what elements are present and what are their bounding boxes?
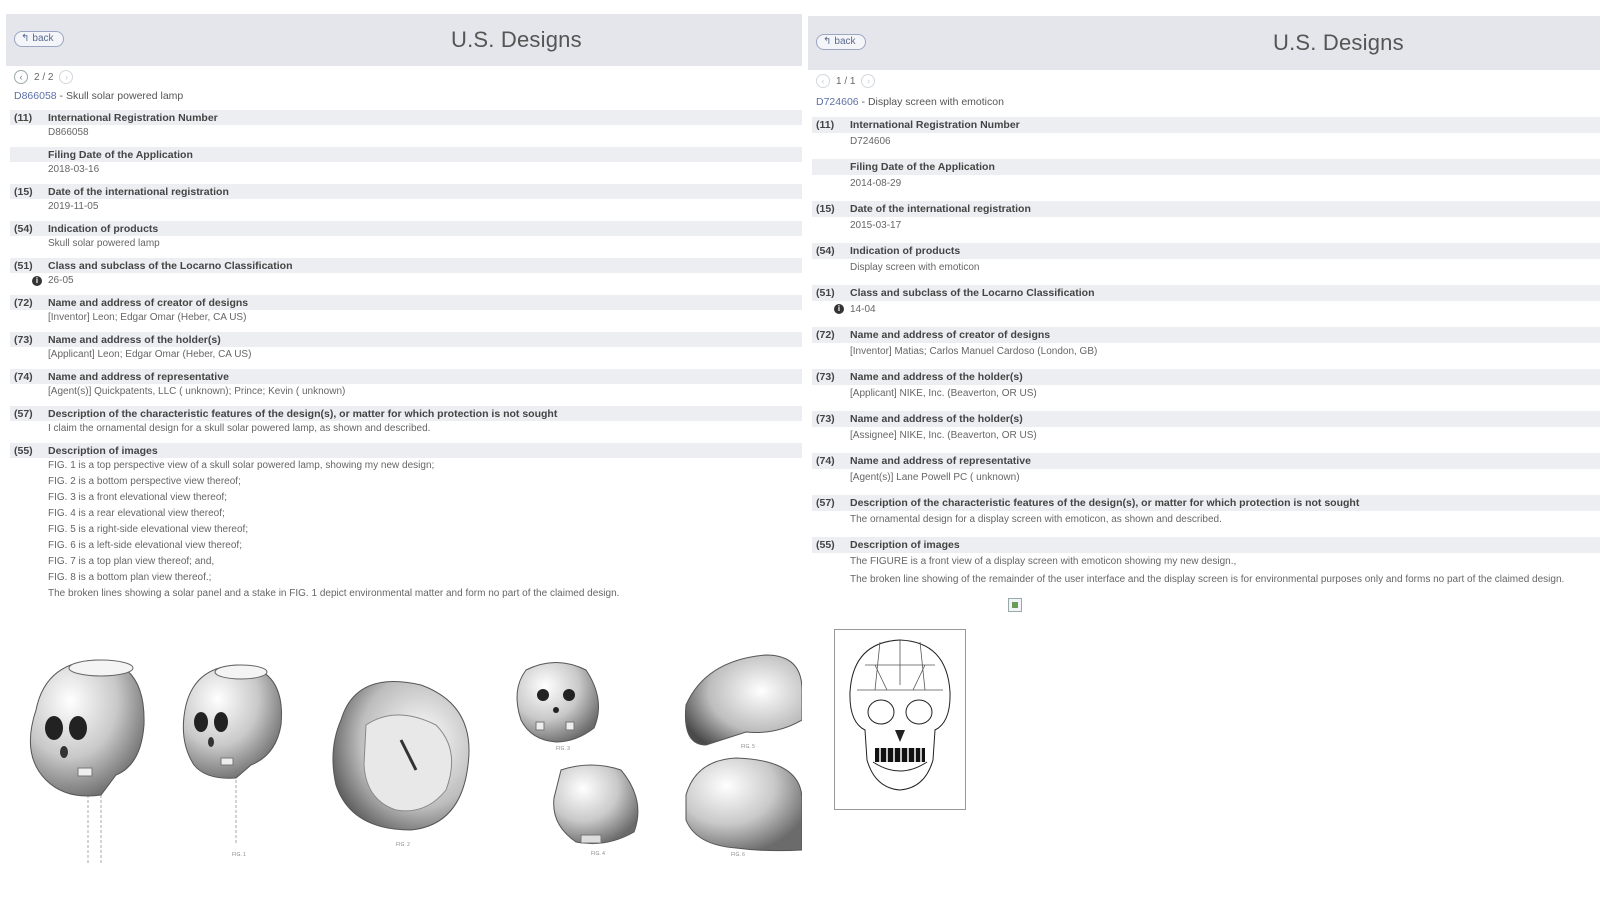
field-row xyxy=(10,406,802,437)
field-value xyxy=(10,458,802,474)
field-value-text: [Assignee] NIKE, Inc. (Beaverton, OR US) xyxy=(850,430,1037,441)
info-icon[interactable]: i xyxy=(32,276,42,286)
header-bar xyxy=(808,16,1600,70)
field-header xyxy=(812,243,1600,259)
figure-4-image xyxy=(517,663,599,753)
design-figures xyxy=(6,650,802,880)
field-row xyxy=(812,159,1600,193)
field-label: Name and address of the holder(s) xyxy=(48,333,221,346)
field-label: Class and subclass of the Locarno Classification xyxy=(850,287,1095,299)
field-header xyxy=(812,201,1600,217)
field-value-text: 2015-03-17 xyxy=(850,220,902,231)
field-value xyxy=(10,236,802,252)
field-label: Date of the international registration xyxy=(48,185,229,198)
field-value-text: [Inventor] Matias; Carlos Manuel Cardoso (London, GB) xyxy=(850,346,1098,357)
page-title: U.S. Designs xyxy=(1273,30,1404,55)
figure-7-image xyxy=(686,758,802,858)
field-code: (74) xyxy=(14,370,33,383)
field-value-text: FIG. 7 is a top plan view thereof; and, xyxy=(48,556,215,567)
field-header xyxy=(812,159,1600,175)
design-figure-frame xyxy=(834,629,966,810)
field-code: (57) xyxy=(14,407,33,420)
field-row xyxy=(10,147,802,178)
field-value-text: [Applicant] Leon; Edgar Omar (Heber, CA US) xyxy=(48,349,252,360)
figure-5-image xyxy=(554,765,638,857)
field-value-text: I claim the ornamental design for a skull solar powered lamp, as shown and described. xyxy=(48,423,431,434)
field-row xyxy=(812,243,1600,277)
field-label: Description of images xyxy=(850,539,960,551)
field-code: (73) xyxy=(816,371,835,383)
field-value-text: The broken lines showing a solar panel and a stake in FIG. 1 depict environmental matter and form no part of the claimed design. xyxy=(48,588,620,599)
field-label: International Registration Number xyxy=(850,119,1020,131)
field-row xyxy=(812,453,1600,487)
field-label: Name and address of representative xyxy=(850,455,1031,467)
field-row xyxy=(812,537,1600,589)
field-value-text: [Agent(s)] Lane Powell PC ( unknown) xyxy=(850,472,1020,483)
field-label: Name and address of creator of designs xyxy=(850,329,1051,341)
info-icon[interactable]: i xyxy=(834,304,844,314)
field-value xyxy=(812,301,1600,319)
field-row xyxy=(10,295,802,326)
page-title: U.S. Designs xyxy=(451,27,582,52)
back-label: back xyxy=(32,33,54,44)
figure-6-image xyxy=(685,655,802,750)
field-value xyxy=(812,133,1600,151)
field-value-text: Skull solar powered lamp xyxy=(48,238,160,249)
field-list xyxy=(812,117,1600,597)
record-heading xyxy=(816,96,1004,108)
field-value xyxy=(812,259,1600,277)
field-value xyxy=(10,506,802,522)
field-value xyxy=(10,273,802,289)
figure-3-caption: FIG. 3 xyxy=(556,746,570,752)
field-value xyxy=(10,421,802,437)
field-header xyxy=(812,369,1600,385)
record-title: - Display screen with emoticon xyxy=(858,96,1004,108)
field-value-text: [Applicant] NIKE, Inc. (Beaverton, OR US) xyxy=(850,388,1037,399)
field-label: Name and address of the holder(s) xyxy=(850,413,1023,425)
record-pager xyxy=(14,70,73,84)
field-code: (11) xyxy=(816,119,835,131)
field-code: (74) xyxy=(816,455,835,467)
field-value-text: Display screen with emoticon xyxy=(850,262,980,273)
field-value-text: [Agent(s)] Quickpatents, LLC ( unknown); Prince; Kevin ( unknown) xyxy=(48,386,346,397)
field-code: (72) xyxy=(816,329,835,341)
field-row xyxy=(812,117,1600,151)
record-heading xyxy=(14,90,183,102)
field-row xyxy=(812,411,1600,445)
field-code: (73) xyxy=(816,413,835,425)
field-label: Description of the characteristic features of the design(s), or matter for which protection is not sought xyxy=(850,497,1360,509)
back-arrow-icon: ↰ xyxy=(823,36,832,47)
field-header xyxy=(812,285,1600,301)
field-value-text: D724606 xyxy=(850,136,891,147)
field-value-text: 26-05 xyxy=(48,275,74,286)
field-label: Name and address of representative xyxy=(48,370,229,383)
skull-line-drawing xyxy=(835,630,965,809)
field-label: Description of images xyxy=(48,444,158,457)
field-row xyxy=(812,369,1600,403)
field-value-text: FIG. 4 is a rear elevational view thereof; xyxy=(48,508,225,519)
back-label: back xyxy=(834,36,856,47)
field-header xyxy=(812,411,1600,427)
prev-record-button[interactable]: ‹ xyxy=(816,74,830,88)
field-code: (15) xyxy=(14,185,33,198)
field-value xyxy=(812,385,1600,403)
header-bar xyxy=(6,14,802,66)
field-code: (51) xyxy=(816,287,835,299)
field-code: (54) xyxy=(14,222,33,235)
field-header xyxy=(812,327,1600,343)
field-value-text: FIG. 1 is a top perspective view of a skull solar powered lamp, showing my new design; xyxy=(48,460,435,471)
field-value-text: FIG. 3 is a front elevational view thereof; xyxy=(48,492,227,503)
field-code: (54) xyxy=(816,245,835,257)
field-value xyxy=(812,175,1600,193)
field-value xyxy=(10,310,802,326)
field-header xyxy=(10,184,802,199)
field-header xyxy=(812,117,1600,133)
field-header xyxy=(10,221,802,236)
record-title: - Skull solar powered lamp xyxy=(56,90,184,102)
field-value xyxy=(10,474,802,490)
field-row xyxy=(10,443,802,602)
field-value xyxy=(10,570,802,586)
broken-image-icon xyxy=(1008,598,1022,612)
field-value-text: The FIGURE is a front view of a display screen with emoticon showing my new design., xyxy=(850,556,1237,567)
figure-1-image xyxy=(30,660,144,865)
field-header xyxy=(10,443,802,458)
figure-2-image xyxy=(183,665,281,858)
figure-5-caption: FIG. 5 xyxy=(741,744,755,750)
field-label: Date of the international registration xyxy=(850,203,1031,215)
back-button[interactable] xyxy=(14,31,64,47)
field-value xyxy=(10,162,802,178)
field-code: (55) xyxy=(14,444,33,457)
record-counter: 2 / 2 xyxy=(34,71,54,83)
field-value-text: The ornamental design for a display screen with emoticon, as shown and described. xyxy=(850,514,1222,525)
right-design-panel xyxy=(808,0,1600,900)
field-value-text: FIG. 5 is a right-side elevational view thereof; xyxy=(48,524,249,535)
field-header xyxy=(10,258,802,273)
field-value-text: 2018-03-16 xyxy=(48,164,100,175)
field-row xyxy=(10,110,802,141)
field-row xyxy=(10,332,802,363)
next-record-button[interactable]: › xyxy=(59,70,73,84)
record-id-link[interactable]: D724606 xyxy=(816,96,859,108)
field-header xyxy=(10,369,802,384)
field-code: (55) xyxy=(816,539,835,551)
field-value xyxy=(10,554,802,570)
field-value xyxy=(10,347,802,363)
field-value xyxy=(10,125,802,141)
field-row xyxy=(10,221,802,252)
figure-1-caption: FIG. 1 xyxy=(232,852,246,858)
field-value-text: The broken line showing of the remainder of the user interface and the display screen is for environmental purposes only and forms no part of the claimed design. xyxy=(850,574,1565,585)
next-record-button[interactable]: › xyxy=(861,74,875,88)
field-label: Filing Date of the Application xyxy=(48,148,193,161)
field-label: Indication of products xyxy=(48,222,159,235)
field-value xyxy=(10,199,802,215)
field-header xyxy=(812,537,1600,553)
record-counter: 1 / 1 xyxy=(836,75,856,87)
field-row xyxy=(10,184,802,215)
field-code: (51) xyxy=(14,259,33,272)
field-value-text: FIG. 8 is a bottom plan view thereof.; xyxy=(48,572,212,583)
field-value xyxy=(812,343,1600,361)
field-value-text: 2019-11-05 xyxy=(48,201,99,212)
field-value-text: 14-04 xyxy=(850,304,876,315)
field-header xyxy=(10,332,802,347)
field-header xyxy=(10,406,802,421)
field-label: Name and address of creator of designs xyxy=(48,296,249,309)
field-row xyxy=(10,258,802,289)
field-header xyxy=(812,453,1600,469)
figure-6-caption: FIG. 6 xyxy=(731,852,745,858)
field-row xyxy=(10,369,802,400)
field-code: (15) xyxy=(816,203,835,215)
field-row xyxy=(812,201,1600,235)
field-code: (11) xyxy=(14,111,33,124)
field-code: (72) xyxy=(14,296,33,309)
field-label: Name and address of the holder(s) xyxy=(850,371,1023,383)
field-row xyxy=(812,495,1600,529)
field-code: (57) xyxy=(816,497,835,509)
field-list xyxy=(10,110,802,608)
record-pager xyxy=(816,74,875,88)
field-label: Description of the characteristic features of the design(s), or matter for which protection is not sought xyxy=(48,407,558,420)
field-row xyxy=(812,327,1600,361)
field-value xyxy=(812,469,1600,487)
field-value xyxy=(812,553,1600,571)
field-header xyxy=(812,495,1600,511)
field-value-text: FIG. 6 is a left-side elevational view thereof; xyxy=(48,540,242,551)
figure-2-caption: FIG. 2 xyxy=(396,842,410,848)
field-label: Class and subclass of the Locarno Classification xyxy=(48,259,293,272)
field-value xyxy=(812,217,1600,235)
field-value-text: [Inventor] Leon; Edgar Omar (Heber, CA US) xyxy=(48,312,247,323)
field-value-text: FIG. 2 is a bottom perspective view thereof; xyxy=(48,476,241,487)
field-value xyxy=(10,586,802,602)
left-design-panel xyxy=(6,0,802,900)
field-header xyxy=(10,110,802,125)
field-code: (73) xyxy=(14,333,33,346)
field-value-text: D866058 xyxy=(48,127,89,138)
field-label: Indication of products xyxy=(850,245,961,257)
back-button[interactable] xyxy=(816,34,866,50)
field-row xyxy=(812,285,1600,319)
field-value xyxy=(812,571,1600,589)
field-value xyxy=(812,427,1600,445)
field-value xyxy=(10,384,802,400)
field-label: Filing Date of the Application xyxy=(850,161,995,173)
field-header xyxy=(10,295,802,310)
record-id-link[interactable]: D866058 xyxy=(14,90,57,102)
prev-record-button[interactable]: ‹ xyxy=(14,70,28,84)
field-value xyxy=(10,522,802,538)
figure-4-caption: FIG. 4 xyxy=(591,851,605,857)
field-label: International Registration Number xyxy=(48,111,218,124)
field-value-text: 2014-08-29 xyxy=(850,178,902,189)
field-value xyxy=(10,538,802,554)
field-value xyxy=(10,490,802,506)
figure-3-image xyxy=(333,682,469,848)
back-arrow-icon: ↰ xyxy=(21,33,30,44)
field-header xyxy=(10,147,802,162)
field-value xyxy=(812,511,1600,529)
